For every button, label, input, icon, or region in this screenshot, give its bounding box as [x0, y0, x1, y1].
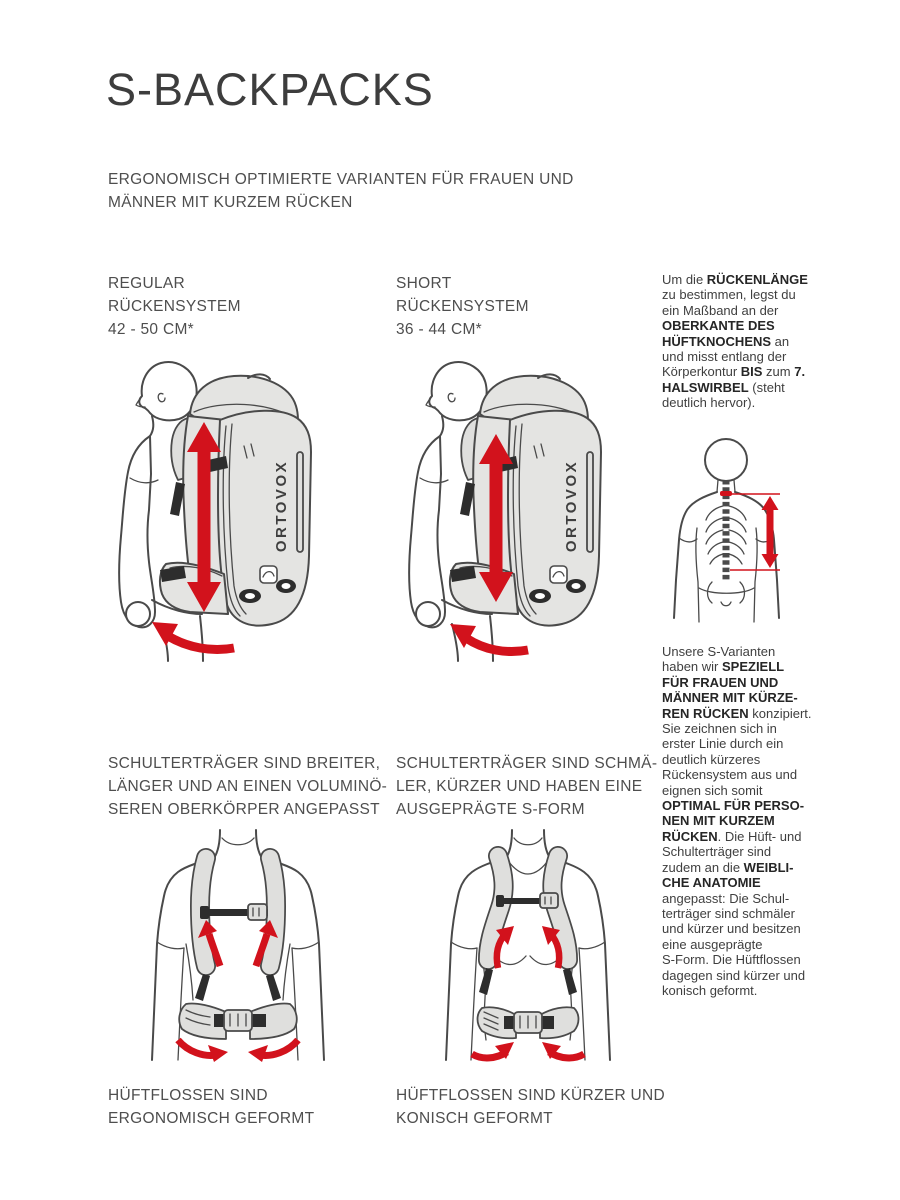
ortovox-logo-text: ORTOVOX	[273, 459, 290, 553]
hip-belt	[179, 1003, 297, 1039]
ortovox-logo-patch	[260, 566, 277, 583]
hip-wrap-arrow-icons	[472, 1042, 584, 1059]
hip-swivel-arrow-icon	[152, 622, 234, 650]
ortovox-logo-patch	[550, 566, 567, 583]
caption-hip-short: HÜFTFLOSSEN SIND KÜRZER UND KONISCH GEFORMT	[396, 1087, 666, 1127]
page-title: S-BACKPACKS	[106, 64, 434, 115]
regular-backpack-illustration	[100, 356, 372, 662]
back-anatomy-figure	[674, 439, 779, 622]
page-subtitle: ERGONOMISCH OPTIMIERTE VARIANTEN FÜR FRAUEN UND MÄNNER MIT KURZEM RÜCKEN	[108, 171, 574, 211]
female-torso-harness-illustration	[392, 826, 664, 1064]
s-variants-description-text: Unsere S-Varianten haben wir SPEZIELL FÜR FRAUEN UND MÄNNER MIT KÜRZE- REN RÜCKEN konzipiert. Sie zeichnen sich in erster Linie durch ein deutlich kürzeres Rückensystem aus und eignen sich somit OPTIMAL FÜR PERSO- NEN MIT KURZEM RÜCKEN. Die Hüft- und Schulterträger sind zudem an die WEIBLI- CHE ANATOMIE angepasst: Die Schul- terträger sind schmäler und kürzer und besitzen eine ausgeprägte S-Form. Die Hüftflossen dagegen sind kürzer und konisch geformt.	[662, 644, 812, 998]
shoulder-straps-sform	[479, 856, 577, 995]
caption-hip-regular: HÜFTFLOSSEN SIND ERGONOMISCH GEFORMT	[108, 1087, 315, 1127]
chest-strap	[200, 904, 268, 920]
short-backpack-illustration	[390, 356, 662, 662]
measure-instruction-text: Um die RÜCKENLÄNGE zu bestimmen, legst du ein Maßband an der OBERKANTE DES HÜFTKNOCHENS an und misst entlang der Körperkontur BIS zum 7. HALSWIRBEL (steht deutlich hervor).	[662, 272, 808, 411]
hip-wrap-arrow-icons	[178, 1040, 298, 1062]
strap-lift-arrow-icons	[496, 926, 560, 968]
regular-system-header: REGULAR RÜCKENSYSTEM 42 - 50 CM*	[108, 275, 241, 338]
caption-shoulder-regular: SCHULTERTRÄGER SIND BREITER, LÄNGER UND AN EINEN VOLUMINÖ- SEREN OBERKÖRPER ANGEPASST	[108, 755, 388, 818]
hip-swivel-arrow-icon	[450, 624, 528, 652]
short-system-header: SHORT RÜCKENSYSTEM 36 - 44 CM*	[396, 275, 529, 338]
ortovox-logo-text: ORTOVOX	[563, 459, 580, 553]
spine-measure-illustration	[662, 430, 884, 638]
male-torso-harness-illustration	[102, 826, 374, 1064]
hip-belt	[478, 1007, 579, 1038]
caption-shoulder-short: SCHULTERTRÄGER SIND SCHMÄ- LER, KÜRZER UND HABEN EINE AUSGEPRÄGTE S-FORM	[396, 755, 658, 818]
